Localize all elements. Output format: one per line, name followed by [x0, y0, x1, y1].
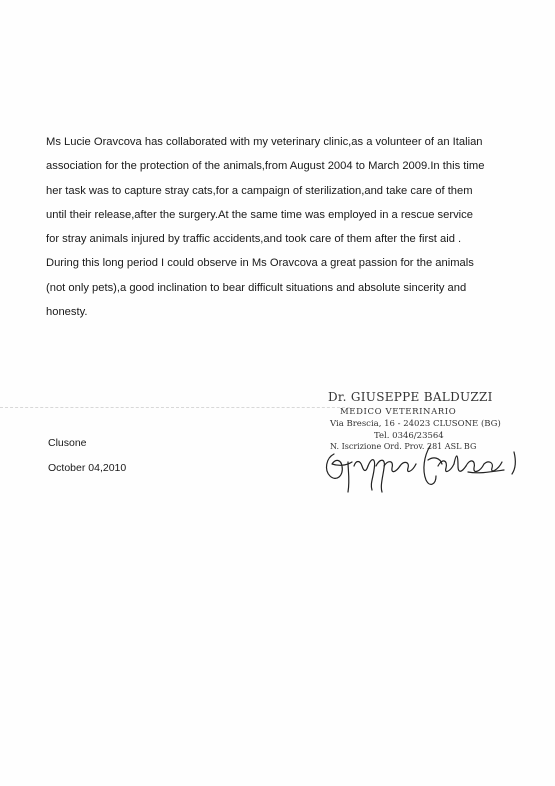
letter-line: Ms Lucie Oravcova has collaborated with my veterinary clinic,as a volunteer of an Italian [46, 136, 483, 148]
stamp-registration: N. Iscrizione Ord. Prov. 281 ASL BG [330, 442, 477, 451]
scan-artifact-line [0, 407, 350, 409]
handwritten-signature [318, 436, 523, 496]
letter-line: until their release,after the surgery.At the same time was employed in a rescue service [46, 208, 473, 221]
letter-line: (not only pets),a good inclination to bear difficult situations and absolute sincerity and [46, 281, 467, 294]
letter-line: association for the protection of the animals,from August 2004 to March 2009.In this time [46, 160, 485, 173]
letter-line: honesty. [46, 306, 88, 319]
stamp-doctor-name: Dr. GIUSEPPE BALDUZZI [328, 390, 493, 404]
stamp-title: MEDICO VETERINARIO [340, 407, 457, 417]
letter-line: her task was to capture stray cats,for a campaign of sterilization,and take care of them [46, 184, 473, 197]
letter-line: for stray animals injured by traffic accidents,and took care of them after the first aid . [46, 233, 462, 246]
letter-body [46, 130, 526, 324]
stamp-address: Via Brescia, 16 - 24023 CLUSONE (BG) [330, 419, 501, 429]
letter-place: Clusone [48, 437, 87, 449]
stamp-phone: Tel. 0346/23564 [374, 431, 444, 441]
letter-line: During this long period I could observe in Ms Oravcova a great passion for the animals [46, 257, 474, 270]
letter-date: October 04,2010 [48, 462, 127, 474]
